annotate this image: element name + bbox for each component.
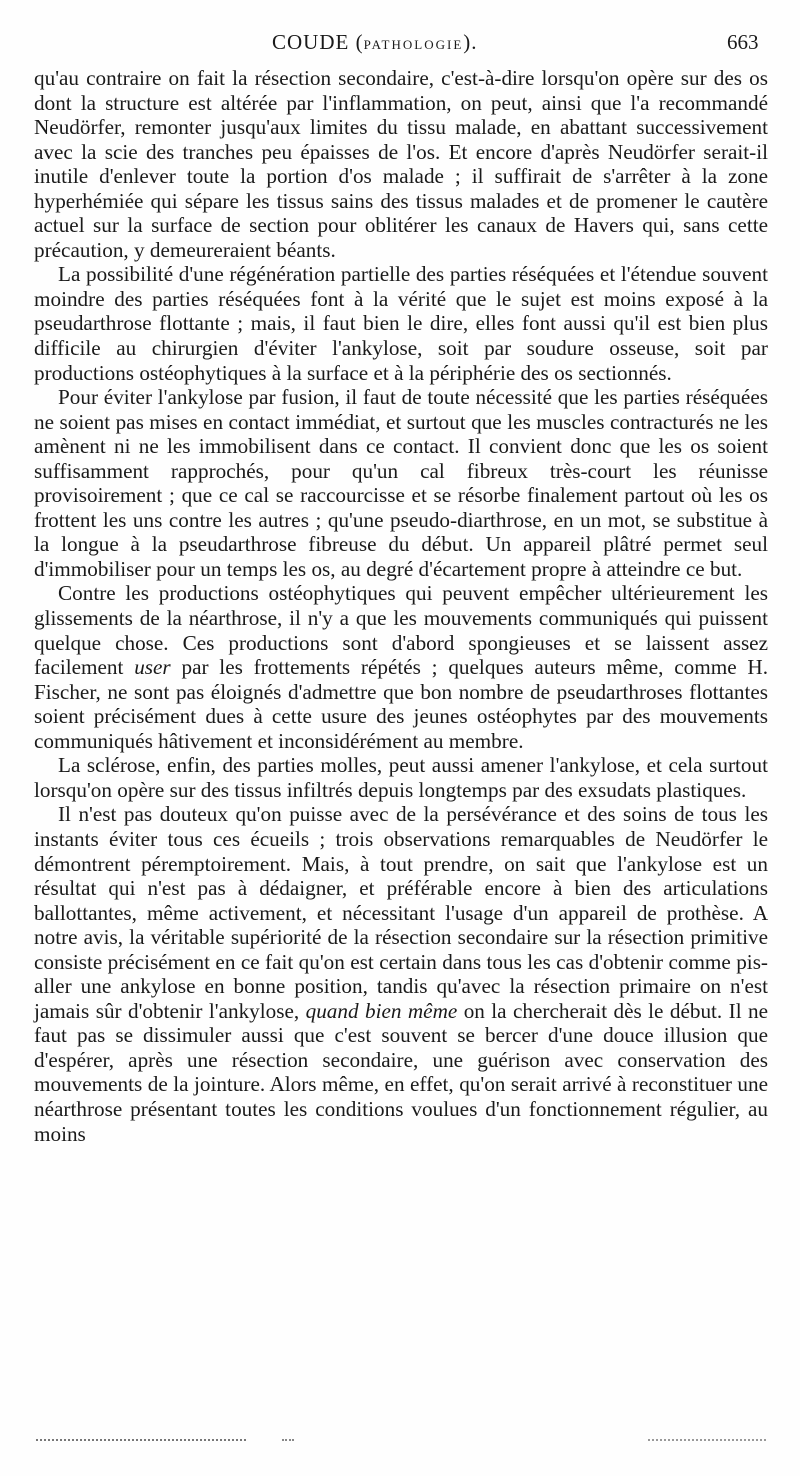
paragraph: La possibilité d'une régénération partielle des parties réséquées et l'étendue souvent moindre des parties réséquées font à la vérité que le sujet est moins exposé à la pseudarthrose flottante ; mais, il faut bien le dire, elles font aussi qu'il est bien plus difficile au chirurgien d'éviter l'ankylose, soit par soudure osseuse, soit par productions ostéophytiques à la surface et à la périphérie des os sectionnés. [34, 262, 768, 385]
running-head-title-end: ). [463, 30, 478, 54]
italic-term: user [134, 655, 171, 680]
paragraph: qu'au contraire on fait la résection secondaire, c'est-à-dire lorsqu'on opère sur des os dont la structure est altérée par l'inflammation, on peut, ainsi que l'a recommandé Neudörfer, remonter jusqu'aux limites du tissu malade, en abattant successivement avec la scie des tranches peu épaisses de l'os. Et encore d'après Neudörfer serait-il inutile d'enlever toute la portion d'os malade ; il suffirait de s'arrêter à la zone hyperhémiée qui sépare les tissus sains des tissus malades et de promener le cautère actuel sur la surface de section pour oblitérer les canaux de Havers qui, sans cette précaution, y demeureraient béants. [34, 66, 768, 262]
footer-print-marks [36, 1437, 766, 1443]
print-mark [282, 1439, 294, 1441]
paragraph-text: Contre les productions ostéophytiques qui peuvent empêcher ultérieurement les glissements de la néarthrose, il n'y a que les mouvements communiqués qui puissent quelque chose. Ces productions sont d'abord spongieuses et se laissent assez facilement [34, 581, 768, 680]
page-number: 663 [727, 30, 759, 54]
running-head [0, 30, 800, 60]
paragraph: La sclérose, enfin, des parties molles, peut aussi amener l'ankylose, et cela surtout lorsqu'on opère sur des tissus infiltrés depuis longtemps par des exsudats plastiques. [34, 753, 768, 802]
running-head-title [272, 30, 478, 55]
running-head-title-main: COUDE ( [272, 30, 364, 54]
print-mark [648, 1439, 766, 1441]
running-head-title-subject: PATHOLOGIE [363, 37, 464, 52]
italic-term: quand bien même [305, 998, 458, 1023]
paragraph-text: par les frottements répétés ; quelques auteurs même, comme H. Fischer, ne sont pas éloignés d'admettre que bon nombre de pseudarthroses flottantes soient précisément dues à cette usure des jeunes ostéophytes par des mouvements communiqués hâtivement et inconsidérément au membre. [34, 655, 768, 753]
body-text [34, 66, 768, 1146]
paragraph: Pour éviter l'ankylose par fusion, il faut de toute nécessité que les parties réséquées ne soient pas mises en contact immédiat, et surtout que les muscles contracturés ne les amènent ni ne les immobilisent dans ce contact. Il convient donc que les os soient suffisamment rapprochés, pour qu'un cal fibreux très-court les réunisse provisoirement ; que ce cal se raccourcisse et se résorbe finalement partout où les os frottent les uns contre les autres ; qu'une pseudo-diarthrose, en un mot, se substitue à la longue à la pseudarthrose fibreuse du début. Un appareil plâtré permet seul d'immobiliser pour un temps les os, au degré d'écartement propre à atteindre ce but. [34, 385, 768, 581]
paragraph-text: Il n'est pas douteux qu'on puisse avec de la persévérance et des soins de tous les instants éviter tous ces écueils ; trois observations remarquables de Neudörfer le démontrent péremptoirement. Mais, à tout prendre, on sait que l'ankylose est un résultat qui n'est pas à dédaigner, et préférable encore à bien des articulations ballottantes, même activement, et nécessitant l'usage d'un appareil de prothèse. A notre avis, la véritable supériorité de la résection secondaire sur la résection primitive consiste précisément en ce fait qu'on est certain dans tous les cas d'obtenir comme pis-aller une ankylose en bonne position, tandis qu'avec la résection primaire on n'est jamais sûr d'obtenir l'ankylose, [34, 802, 768, 1023]
print-mark [36, 1439, 246, 1441]
paragraph [34, 581, 768, 753]
paragraph-text: on la chercherait dès le début. Il ne faut pas se dissimuler aussi que c'est souvent se bercer d'une douce illusion que d'espérer, après une résection secondaire, une guérison avec conservation des mouvements de la jointure. Alors même, en effet, qu'on serait arrivé à reconstituer une néarthrose présentant toutes les conditions voulues d'un fonctionnement régulier, au moins [34, 998, 768, 1146]
paragraph [34, 802, 768, 1146]
